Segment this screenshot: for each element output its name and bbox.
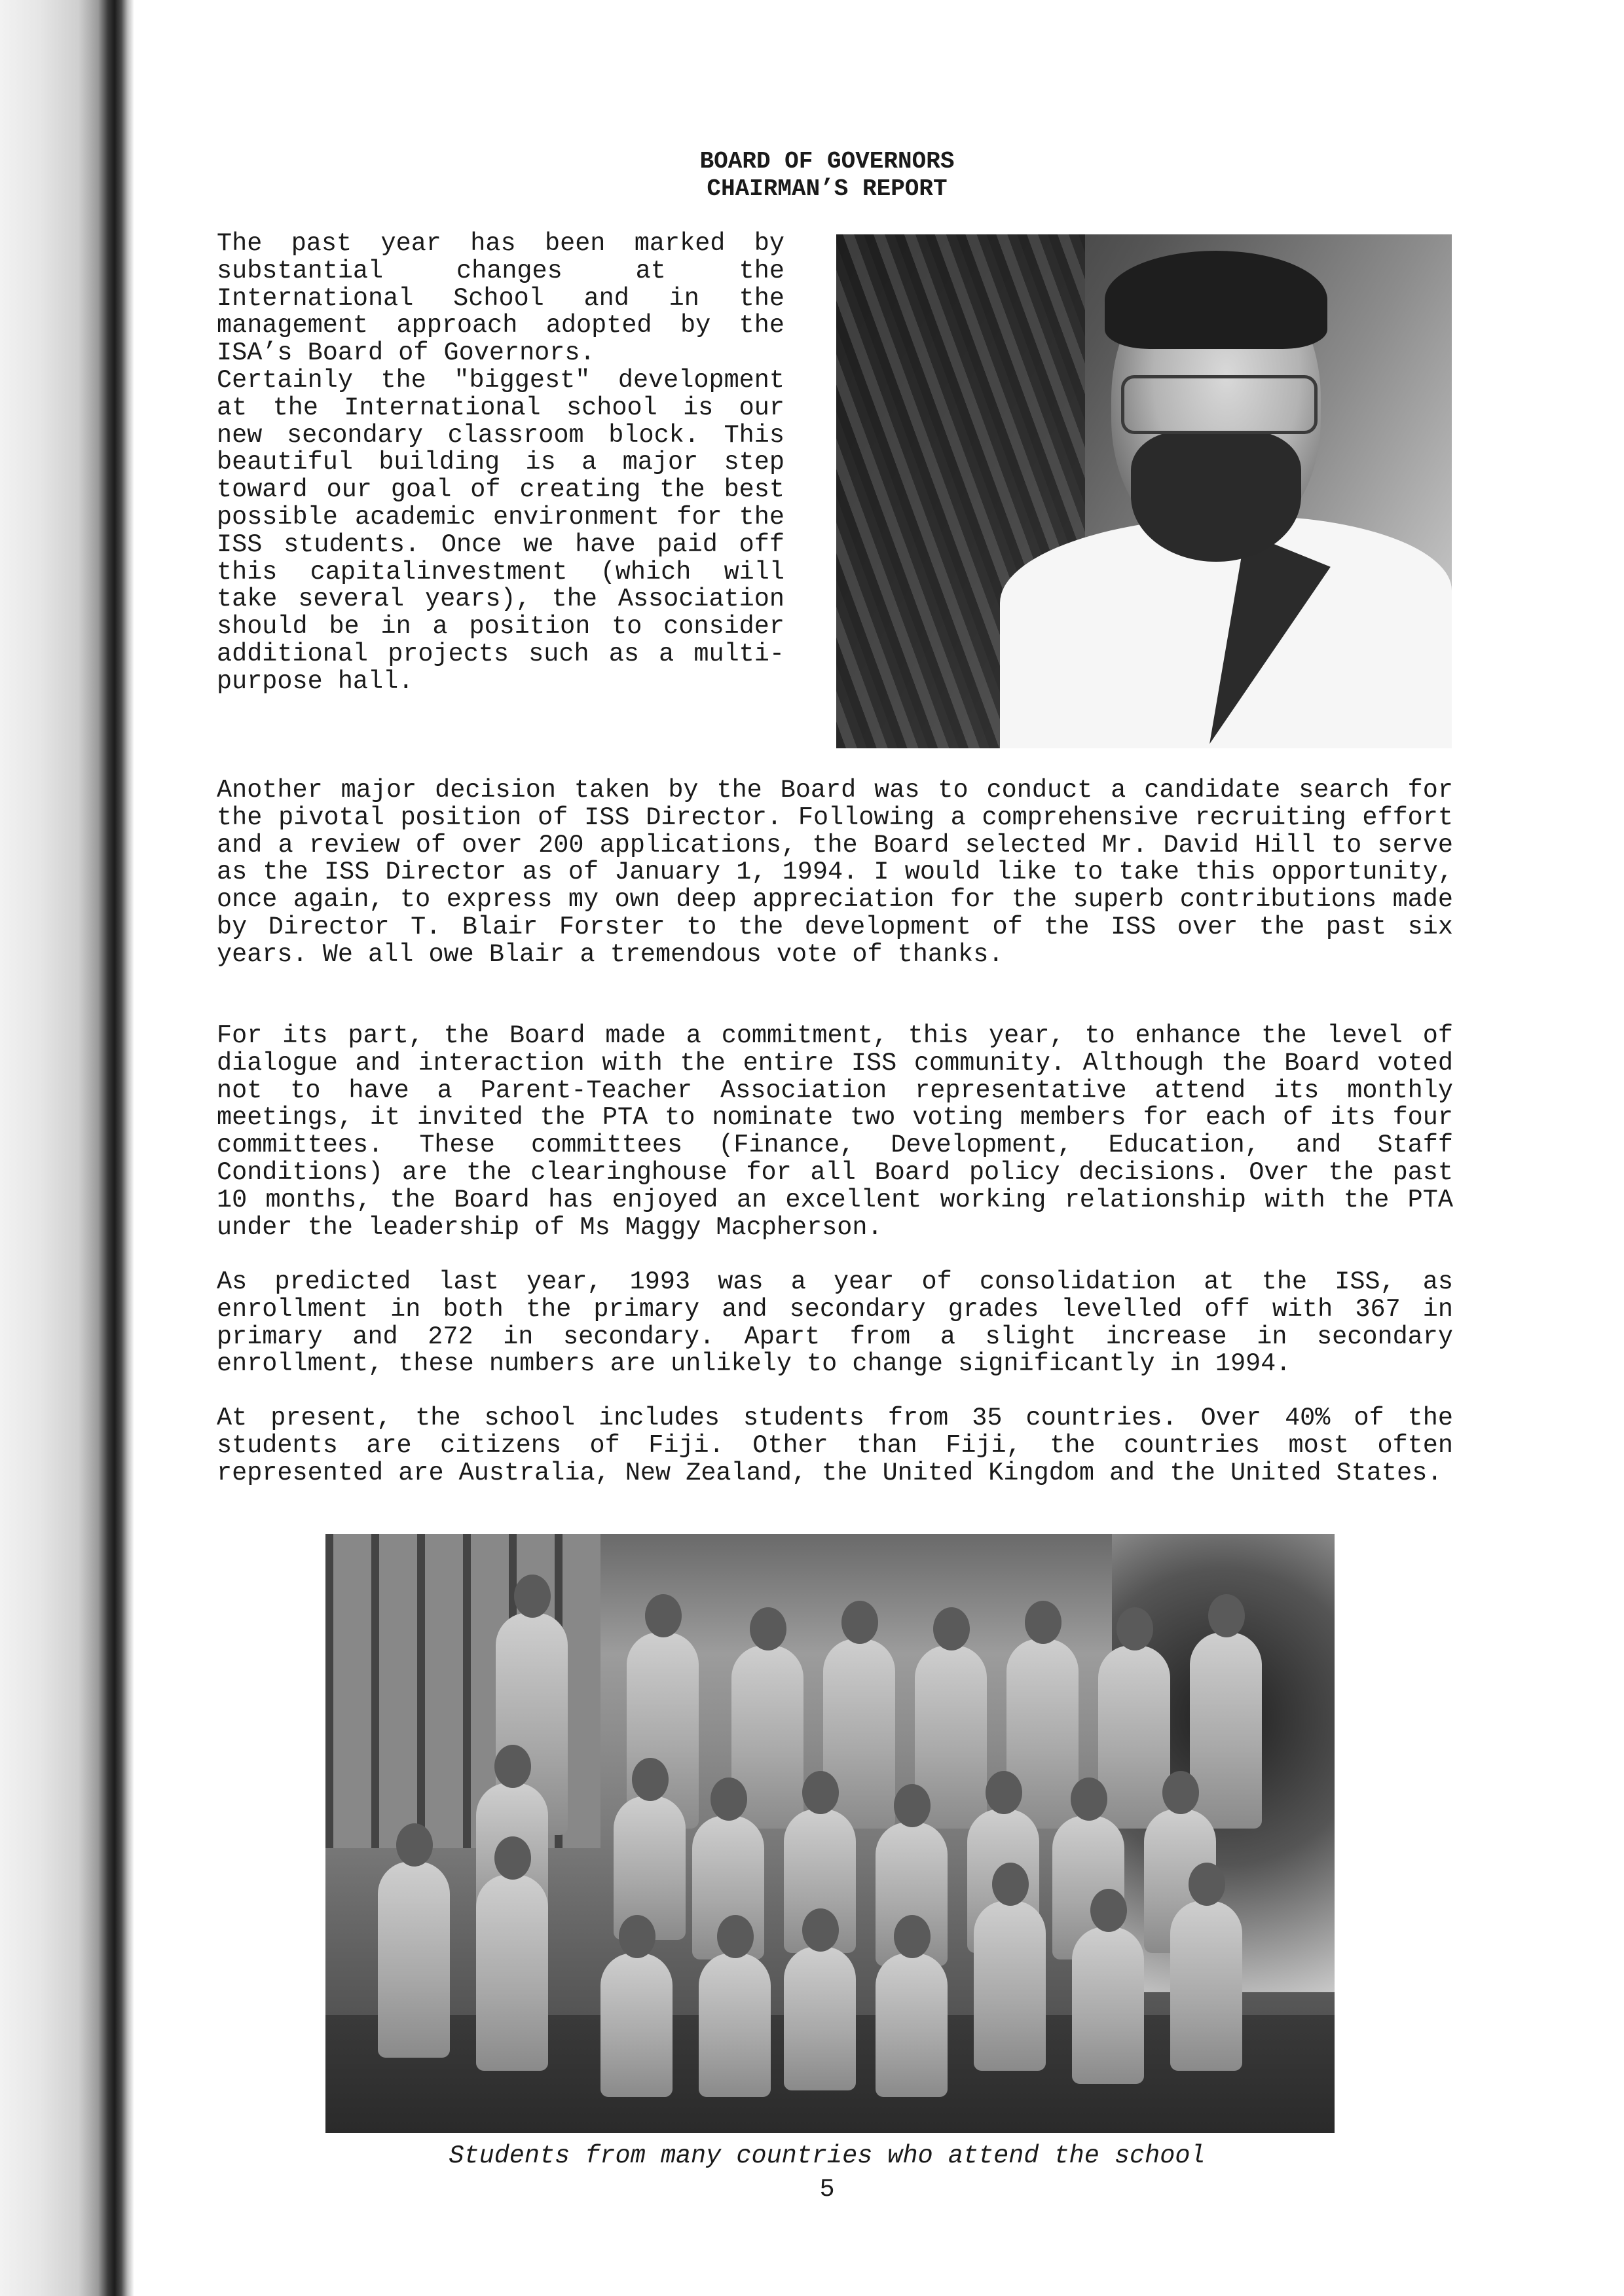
report-subtitle: CHAIRMAN’S REPORT (707, 175, 948, 202)
paragraph-enrollment (217, 1269, 1453, 1378)
paragraph-countries-text: At present, the school includes students from 35 countries. Over 40% of the students are citizens of Fiji. Other than Fiji, the countries most often represented are Australia, New Zealand, the United Kingdom and the United States. (217, 1404, 1453, 1487)
page-number: 5 (819, 2175, 835, 2204)
paragraph-director-search-text: Another major decision taken by the Board was to conduct a candidate search for the pivotal position of ISS Director. Following a comprehensive recruiting effort and a review of over 200 applications, the Board selected Mr. David Hill to serve as the ISS Director as of January 1, 1994. I would like to take this opportunity, once again, to express my own deep appreciation for the superb contributions made by Director T. Blair Forster to the development of the ISS over the past six years. We all owe Blair a tremendous vote of thanks. (217, 776, 1453, 969)
students-group-photo (325, 1534, 1335, 2133)
intro-column (217, 230, 784, 696)
binding-shadow (0, 0, 134, 2296)
paragraph-countries (217, 1405, 1453, 1487)
paragraph-community-dialogue (217, 1023, 1453, 1241)
paragraph-intro: The past year has been marked by substantial changes at the International School and in the management approach adopted by the ISA’s Board of Governors. (217, 229, 784, 368)
paragraph-community-dialogue-text: For its part, the Board made a commitment, this year, to enhance the level of dialogue and interaction with the entire ISS community. Although the Board voted not to have a Parent-Teacher Association representative attend its monthly meetings, it invited the PTA to nominate two voting members for each of its four committees. These committees (Finance, Development, Education, and Staff Conditions) are the clearinghouse for all Board policy decisions. Over the past 10 months, the Board has enjoyed an excellent working relationship with the PTA under the leadership of Ms Maggy Macpherson. (217, 1021, 1453, 1242)
report-title: BOARD OF GOVERNORS (699, 148, 955, 175)
group-photo-caption: Students from many countries who attend the school (449, 2141, 1206, 2170)
chairman-portrait-photo (836, 234, 1452, 748)
paragraph-director-search (217, 777, 1453, 969)
paragraph-classroom-block: Certainly the "biggest" development at the International school is our new secondary classroom block. This beautiful building is a major step toward our goal of creating the best possible academic environment for the ISS students. Once we have paid off this capitalinvestment (which will take several years), the Association should be in a position to consider additional projects such as a multi-purpose hall. (217, 365, 784, 696)
paragraph-enrollment-text: As predicted last year, 1993 was a year of consolidation at the ISS, as enrollment in both the primary and secondary grades levelled off with 367 in primary and 272 in secondary. Apart from a slight increase in secondary enrollment, these numbers are unlikely to change significantly in 1994. (217, 1267, 1453, 1379)
